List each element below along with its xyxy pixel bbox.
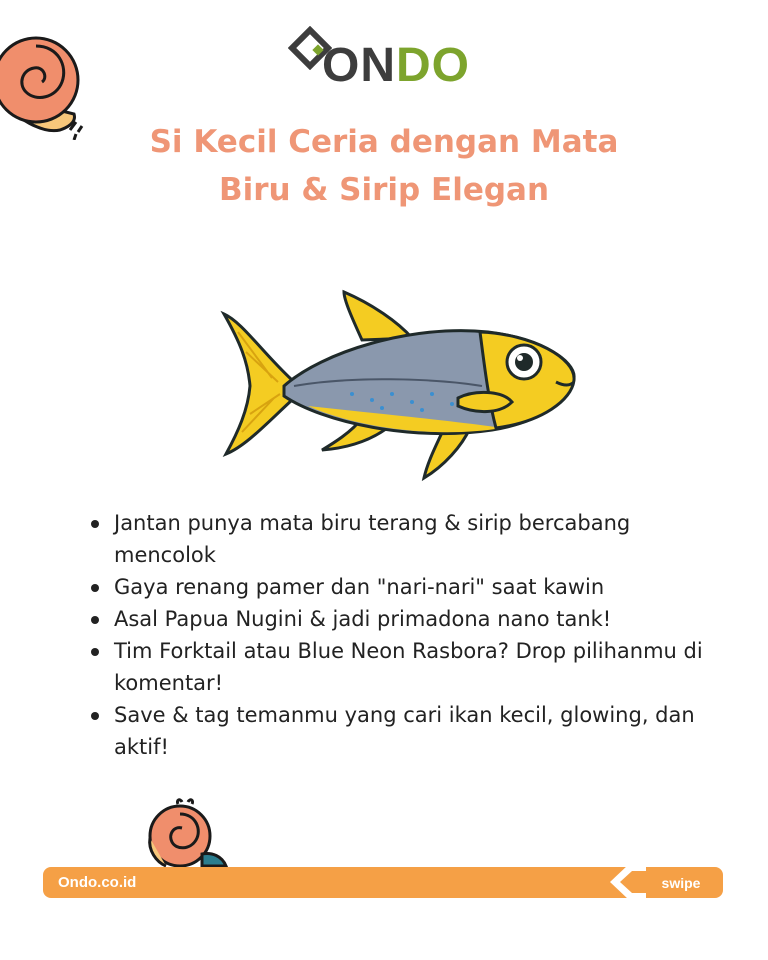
logo-wordmark bbox=[322, 39, 470, 92]
page-title bbox=[84, 118, 684, 214]
list-item: Tim Forktail atau Blue Neon Rasbora? Drop pilihanmu di komentar! bbox=[88, 635, 708, 699]
list-item: Asal Papua Nugini & jadi primadona nano tank! bbox=[88, 603, 708, 635]
title-line-2: Biru & Sirip Elegan bbox=[218, 172, 550, 208]
title-line-1: Si Kecil Ceria dengan Mata bbox=[149, 124, 619, 160]
snail-decoration-bottom bbox=[142, 796, 234, 870]
list-item: Save & tag temanmu yang cari ikan kecil, glowing, dan aktif! bbox=[88, 699, 708, 763]
list-item: Gaya renang pamer dan "nari-nari" saat kawin bbox=[88, 571, 708, 603]
feature-list bbox=[88, 507, 708, 763]
logo-part-on: ON bbox=[322, 39, 396, 92]
snail-decoration-top bbox=[0, 22, 88, 140]
footer-website-link[interactable]: Ondo.co.id bbox=[58, 874, 137, 891]
logo-part-do: DO bbox=[396, 39, 470, 92]
ondo-logo bbox=[288, 22, 488, 102]
swipe-button[interactable]: swipe bbox=[661, 875, 701, 891]
list-item: Jantan punya mata biru terang & sirip bercabang mencolok bbox=[88, 507, 708, 571]
fish-illustration bbox=[212, 282, 588, 488]
